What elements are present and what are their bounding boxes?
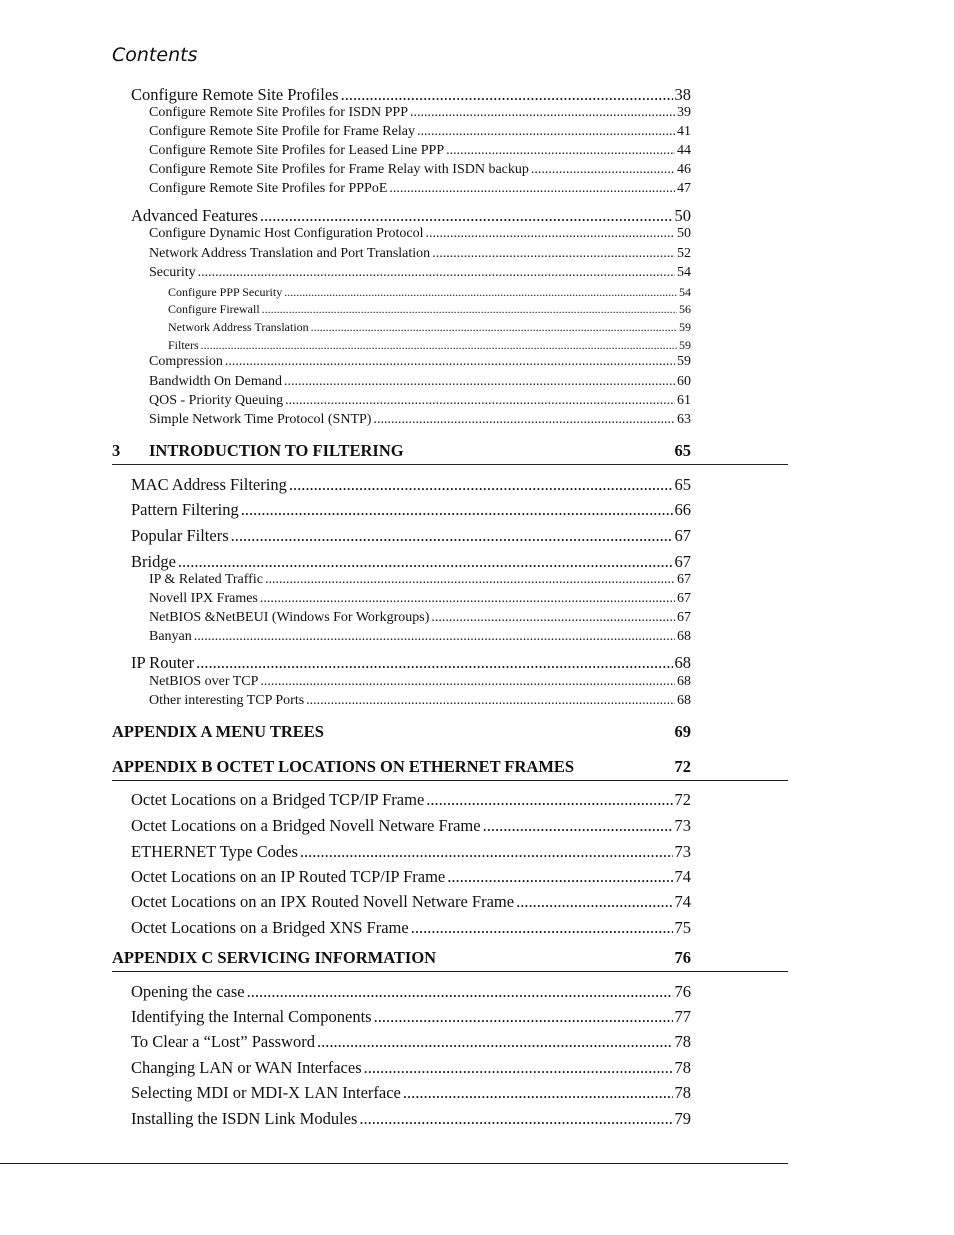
toc-entry-page: 75 [674, 918, 691, 937]
toc-entry[interactable] [131, 500, 691, 520]
chapter-title: INTRODUCTION TO FILTERING [149, 441, 404, 460]
toc-entry-title: Configure Remote Site Profiles for PPPoE [149, 181, 388, 196]
toc-entry-title: Banyan [149, 629, 192, 644]
toc-entry[interactable] [131, 1007, 691, 1027]
page-header-title: Contents [112, 44, 198, 66]
toc-entry[interactable] [131, 1032, 691, 1052]
toc-entry-page: 56 [679, 302, 691, 316]
toc-entry-page: 67 [674, 526, 691, 545]
toc-entry[interactable] [149, 143, 691, 159]
chapter-rule [112, 464, 788, 465]
toc-entry-page: 54 [679, 285, 691, 299]
toc-entry-page: 38 [674, 85, 691, 104]
toc-leader [300, 842, 673, 862]
toc-entry-page: 60 [677, 374, 691, 389]
toc-leader [447, 867, 672, 887]
toc-entry-title: Configure PPP Security [168, 285, 283, 299]
toc-entry-page: 68 [677, 629, 691, 644]
toc-leader [306, 693, 675, 709]
toc-entry-title: Opening the case [131, 982, 245, 1001]
toc-entry[interactable] [131, 867, 691, 887]
toc-leader [359, 1109, 672, 1129]
toc-leader [262, 302, 677, 317]
toc-entry-page: 73 [674, 816, 691, 835]
toc-leader [194, 629, 675, 645]
appendix-title: APPENDIX C SERVICING INFORMATION [112, 948, 437, 967]
toc-entry[interactable] [131, 653, 691, 673]
chapter-rule [112, 971, 788, 972]
toc-entry[interactable] [149, 412, 691, 428]
appendix-heading[interactable] [112, 948, 691, 968]
toc-entry-title: Octet Locations on a Bridged Novell Netware Frame [131, 816, 481, 835]
toc-leader [389, 181, 675, 197]
toc-entry-title: Selecting MDI or MDI-X LAN Interface [131, 1083, 401, 1102]
toc-entry-page: 41 [677, 124, 691, 139]
chapter-rule [112, 780, 788, 781]
toc-entry-page: 46 [677, 162, 691, 177]
appendix-page: 72 [674, 757, 691, 776]
toc-entry-page: 63 [677, 412, 691, 427]
toc-entry-title: Network Address Translation and Port Translation [149, 246, 431, 261]
toc-entry-page: 44 [677, 143, 691, 158]
toc-entry[interactable] [131, 206, 691, 226]
toc-entry[interactable] [131, 842, 691, 862]
toc-leader [285, 393, 675, 409]
toc-leader [531, 162, 675, 178]
toc-entry-title: Configure Remote Site Profiles for Frame Relay with ISDN backup [149, 162, 529, 177]
toc-entry-title: Bandwidth On Demand [149, 374, 282, 389]
toc-entry[interactable] [168, 285, 691, 300]
toc-entry-page: 77 [674, 1007, 691, 1026]
toc-leader [198, 265, 675, 281]
toc-entry-title: Filters [168, 338, 199, 352]
toc-entry-page: 78 [674, 1032, 691, 1051]
toc-entry-title: Installing the ISDN Link Modules [131, 1109, 358, 1128]
toc-leader [432, 246, 675, 262]
toc-entry-title: MAC Address Filtering [131, 475, 287, 494]
toc-leader [260, 674, 675, 690]
toc-leader [364, 1058, 673, 1078]
toc-entry-title: Configure Remote Site Profiles for Leased Line PPP [149, 143, 445, 158]
toc-entry-title: Pattern Filtering [131, 500, 239, 519]
appendix-title: APPENDIX A MENU TREES [112, 722, 324, 741]
toc-leader [373, 412, 675, 428]
toc-leader [374, 1007, 673, 1027]
toc-entry-page: 74 [674, 892, 691, 911]
toc-entry-title: Advanced Features [131, 206, 258, 225]
toc-leader [289, 475, 673, 495]
toc-entry-title: QOS - Priority Queuing [149, 393, 284, 408]
toc-entry[interactable] [131, 85, 691, 105]
toc-entry-title: Octet Locations on a Bridged XNS Frame [131, 918, 409, 937]
toc-leader [247, 982, 673, 1002]
toc-entry-page: 59 [677, 354, 691, 369]
toc-leader [265, 572, 675, 588]
toc-entry-title: To Clear a “Lost” Password [131, 1032, 315, 1051]
footer-rule [0, 1163, 788, 1164]
toc-entry-page: 76 [674, 982, 691, 1001]
toc-entry[interactable] [149, 246, 691, 262]
toc-entry-title: Popular Filters [131, 526, 229, 545]
toc-entry-title: Other interesting TCP Ports [149, 693, 305, 708]
toc-leader [410, 105, 675, 121]
toc-leader [231, 526, 673, 546]
toc-entry-title: ETHERNET Type Codes [131, 842, 298, 861]
toc-entry[interactable] [168, 320, 691, 335]
chapter-number: 3 [112, 441, 121, 460]
toc-entry-title: Simple Network Time Protocol (SNTP) [149, 412, 372, 427]
toc-entry-page: 47 [677, 181, 691, 196]
toc-entry-page: 67 [677, 591, 691, 606]
toc-leader [284, 285, 677, 300]
toc-entry[interactable] [149, 124, 691, 140]
toc-entry[interactable] [131, 892, 691, 912]
toc-entry-page: 52 [677, 246, 691, 261]
toc-entry-title: Octet Locations on an IPX Routed Novell Netware Frame [131, 892, 515, 911]
toc-entry-page: 79 [674, 1109, 691, 1128]
toc-entry-page: 67 [677, 610, 691, 625]
toc-entry-title: Configure Remote Site Profiles [131, 85, 339, 104]
toc-entry-title: Security [149, 265, 196, 280]
toc-entry[interactable] [149, 354, 691, 370]
toc-entry-page: 54 [677, 265, 691, 280]
toc-entry[interactable] [131, 1083, 691, 1103]
toc-leader [284, 374, 675, 390]
toc-leader [431, 610, 675, 626]
toc-entry[interactable] [149, 693, 691, 709]
toc-entry-title: Octet Locations on a Bridged TCP/IP Frame [131, 790, 425, 809]
toc-entry-page: 68 [677, 674, 691, 689]
appendix-heading[interactable] [112, 757, 691, 777]
toc-leader [201, 338, 677, 353]
toc-leader [446, 143, 675, 159]
toc-entry[interactable] [131, 1058, 691, 1078]
toc-leader [403, 1083, 673, 1103]
toc-leader [483, 816, 673, 836]
toc-leader [516, 892, 672, 912]
toc-entry[interactable] [149, 162, 691, 178]
toc-entry-page: 59 [679, 320, 691, 334]
toc-entry-page: 50 [674, 206, 691, 225]
toc-entry-page: 59 [679, 338, 691, 352]
toc-entry[interactable] [149, 181, 691, 197]
toc-leader [317, 1032, 673, 1052]
toc-entry-title: Bridge [131, 552, 176, 571]
toc-entry[interactable] [131, 1109, 691, 1129]
toc-entry-title: IP & Related Traffic [149, 572, 263, 587]
toc-leader [426, 790, 672, 810]
toc-entry-title: Compression [149, 354, 223, 369]
toc-entry-page: 65 [674, 475, 691, 494]
toc-leader [260, 591, 675, 607]
chapter-page: 65 [674, 441, 691, 460]
toc-entry-title: Changing LAN or WAN Interfaces [131, 1058, 362, 1077]
toc-entry[interactable] [131, 526, 691, 546]
appendix-heading[interactable] [112, 722, 691, 742]
toc-entry[interactable] [149, 629, 691, 645]
toc-entry[interactable] [149, 226, 691, 242]
toc-entry-title: NetBIOS &NetBEUI (Windows For Workgroups) [149, 610, 430, 625]
toc-entry[interactable] [149, 591, 691, 607]
toc-entry[interactable] [149, 674, 691, 690]
toc-leader [341, 85, 673, 105]
toc-leader [411, 918, 673, 938]
chapter-heading[interactable] [112, 441, 691, 461]
toc-entry-page: 61 [677, 393, 691, 408]
toc-entry-page: 39 [677, 105, 691, 120]
toc-entry[interactable] [131, 552, 691, 572]
toc-entry-page: 66 [674, 500, 691, 519]
appendix-page: 69 [674, 722, 691, 741]
toc-entry-page: 78 [674, 1058, 691, 1077]
toc-entry[interactable] [131, 790, 691, 810]
toc-entry-title: Configure Remote Site Profile for Frame Relay [149, 124, 415, 139]
toc-leader [426, 226, 675, 242]
toc-entry-page: 68 [674, 653, 691, 672]
toc-entry-page: 67 [674, 552, 691, 571]
toc-entry-page: 68 [677, 693, 691, 708]
toc-entry[interactable] [149, 374, 691, 390]
toc-entry-page: 78 [674, 1083, 691, 1102]
toc-entry[interactable] [131, 816, 691, 836]
appendix-title: APPENDIX B OCTET LOCATIONS ON ETHERNET FRAMES [112, 757, 575, 776]
toc-entry-page: 67 [677, 572, 691, 587]
toc-leader [311, 320, 677, 335]
toc-leader [260, 206, 673, 226]
toc-entry[interactable] [149, 265, 691, 281]
toc-leader [241, 500, 673, 520]
toc-entry-title: NetBIOS over TCP [149, 674, 259, 689]
toc-entry-page: 72 [674, 790, 691, 809]
toc-entry-title: Novell IPX Frames [149, 591, 258, 606]
toc-entry-title: Configure Remote Site Profiles for ISDN PPP [149, 105, 408, 120]
toc-leader [417, 124, 675, 140]
toc-entry[interactable] [149, 610, 691, 626]
toc-entry[interactable] [149, 572, 691, 588]
toc-entry[interactable] [131, 918, 691, 938]
toc-entry-title: Configure Dynamic Host Configuration Protocol [149, 226, 424, 241]
toc-entry[interactable] [149, 393, 691, 409]
toc-entry[interactable] [168, 338, 691, 353]
toc-entry-title: Configure Firewall [168, 302, 260, 316]
toc-entry-title: Octet Locations on an IP Routed TCP/IP Frame [131, 867, 446, 886]
toc-entry-page: 50 [677, 226, 691, 241]
toc-entry[interactable] [168, 302, 691, 317]
appendix-page: 76 [674, 948, 691, 967]
toc-leader [196, 653, 672, 673]
toc-entry-title: Network Address Translation [168, 320, 309, 334]
toc-leader [178, 552, 673, 572]
toc-entry-page: 73 [674, 842, 691, 861]
toc-entry[interactable] [131, 475, 691, 495]
toc-entry[interactable] [149, 105, 691, 121]
toc-entry-page: 74 [674, 867, 691, 886]
toc-leader [225, 354, 675, 370]
toc-entry-title: Identifying the Internal Components [131, 1007, 372, 1026]
toc-entry-title: IP Router [131, 653, 195, 672]
toc-entry[interactable] [131, 982, 691, 1002]
